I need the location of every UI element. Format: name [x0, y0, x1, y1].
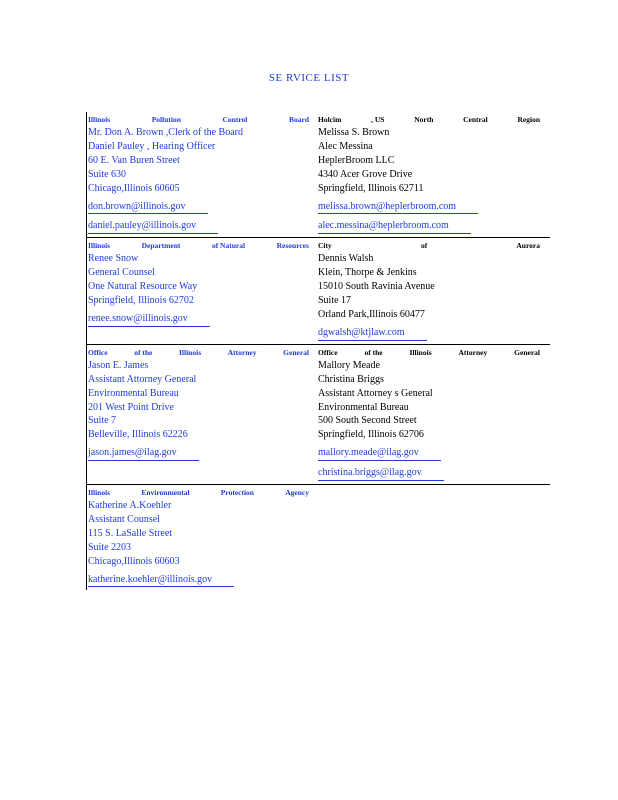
address-line: 500 South Second Street — [318, 415, 417, 427]
organization-word: of the — [134, 347, 153, 357]
organization-word: Environmental — [141, 488, 190, 498]
service-row — [86, 345, 550, 485]
organization-word: Agency — [285, 488, 309, 498]
email-link[interactable]: alec.messina@heplerbroom.com — [318, 219, 471, 234]
contact-cell-left — [86, 112, 317, 237]
organization-word: Holcim — [318, 115, 342, 124]
organization-word: Control — [222, 115, 248, 124]
address-line: HeplerBroom LLC — [318, 154, 395, 166]
address-line: Belleville, Illinois 62226 — [88, 429, 188, 441]
address-line: Chicago,Illinois 60603 — [88, 555, 180, 567]
address-line: Daniel Pauley , Hearing Officer — [88, 140, 216, 152]
organization-heading — [88, 488, 317, 497]
email-link[interactable]: katherine.koehler@illinois.gov — [88, 573, 234, 588]
address-line: Suite 7 — [88, 415, 117, 427]
address-line: Suite 630 — [88, 168, 127, 180]
organization-word: Department — [141, 241, 181, 251]
organization-word: Attorney — [227, 347, 257, 357]
organization-word: Central — [463, 115, 488, 124]
address-line: 15010 South Ravinia Avenue — [318, 281, 435, 293]
address-line: One Natural Resource Way — [88, 281, 198, 293]
organization-heading — [88, 241, 317, 250]
contact-cell-right — [317, 238, 548, 343]
address-line: General Counsel — [88, 267, 155, 279]
email-link[interactable]: mallory.meade@ilag.gov — [318, 446, 441, 461]
address-line: Springfield, Illinois 62711 — [318, 182, 424, 194]
organization-heading — [318, 348, 548, 357]
address-line: 60 E. Van Buren Street — [88, 154, 180, 166]
contact-cell-left — [86, 345, 317, 484]
organization-word: Illinois — [88, 488, 111, 498]
page-title: SE RVICE LIST — [268, 72, 350, 84]
address-line: 4340 Acer Grove Drive — [318, 168, 413, 180]
address-line: Environmental Bureau — [318, 401, 409, 413]
organization-word: General — [514, 347, 540, 357]
organization-heading — [88, 115, 317, 124]
service-list-table — [86, 112, 550, 590]
email-link[interactable]: renee.snow@illinois.gov — [88, 312, 210, 327]
email-link[interactable]: melissa.brown@heplerbroom.com — [318, 200, 478, 215]
address-line: Suite 17 — [318, 295, 352, 307]
organization-word: , US — [371, 115, 385, 124]
address-line: Springfield, Illinois 62702 — [88, 295, 194, 307]
address-line: Renee Snow — [88, 253, 139, 265]
address-line: Orland Park,Illinois 60477 — [318, 308, 425, 320]
organization-word: Office — [88, 347, 108, 357]
address-line: Melissa S. Brown — [318, 127, 390, 138]
address-line: Springfield, Illinois 62706 — [318, 429, 424, 441]
service-row — [86, 112, 550, 238]
organization-word: Illinois — [88, 241, 111, 251]
organization-word: General — [283, 347, 309, 357]
organization-heading — [88, 348, 317, 357]
contact-cell-right — [317, 345, 548, 484]
email-link[interactable]: dgwalsh@ktjlaw.com — [318, 326, 427, 341]
organization-word: Office — [318, 347, 338, 357]
contact-cell-right — [317, 112, 548, 237]
contact-cell-right — [317, 485, 548, 590]
address-line: 201 West Point Drive — [88, 401, 174, 413]
organization-word: Board — [288, 115, 309, 124]
address-line: Christina Briggs — [318, 373, 384, 385]
organization-word: Illinois — [409, 347, 432, 357]
address-line: Suite 2203 — [88, 541, 132, 553]
contact-cell-left — [86, 238, 317, 343]
address-line: Mallory Meade — [318, 359, 380, 371]
organization-word: Illinois — [88, 115, 111, 124]
organization-heading — [318, 115, 548, 124]
organization-word: of Natural — [211, 241, 246, 251]
organization-word: City — [318, 241, 332, 251]
email-link[interactable]: jason.james@ilag.gov — [88, 446, 199, 461]
email-link[interactable]: don.brown@illinois.gov — [88, 200, 208, 215]
service-row — [86, 238, 550, 344]
address-line: Jason E. James — [88, 359, 149, 371]
organization-word: Attorney — [458, 347, 488, 357]
service-row — [86, 485, 550, 590]
address-line: Klein, Thorpe & Jenkins — [318, 267, 417, 279]
address-line: Mr. Don A. Brown ,Clerk of the Board — [88, 127, 243, 138]
address-line: Chicago,Illinois 60605 — [88, 182, 180, 194]
address-line: Environmental Bureau — [88, 387, 179, 399]
organization-word: Illinois — [179, 347, 202, 357]
address-line: 115 S. LaSalle Street — [88, 527, 173, 539]
contact-cell-left — [86, 485, 317, 590]
address-line: Alec Messina — [318, 140, 373, 152]
address-line: Assistant Attorney General — [88, 373, 197, 385]
email-link[interactable]: daniel.pauley@illinois.gov — [88, 219, 218, 234]
address-line: Dennis Walsh — [318, 253, 374, 265]
address-line: Assistant Counsel — [88, 513, 160, 525]
organization-heading — [318, 241, 548, 250]
organization-word: Pollution — [151, 115, 181, 124]
organization-word: Protection — [220, 488, 254, 498]
email-link[interactable]: christina.briggs@ilag.gov — [318, 466, 444, 481]
organization-word: Region — [517, 115, 540, 124]
organization-word: Aurora — [516, 241, 540, 251]
organization-word: North — [414, 115, 434, 124]
organization-word: Resources — [276, 241, 309, 251]
organization-word: of the — [364, 347, 383, 357]
address-line: Assistant Attorney s General — [318, 387, 433, 399]
organization-word: of — [420, 241, 428, 251]
address-line: Katherine A.Koehler — [88, 500, 172, 512]
